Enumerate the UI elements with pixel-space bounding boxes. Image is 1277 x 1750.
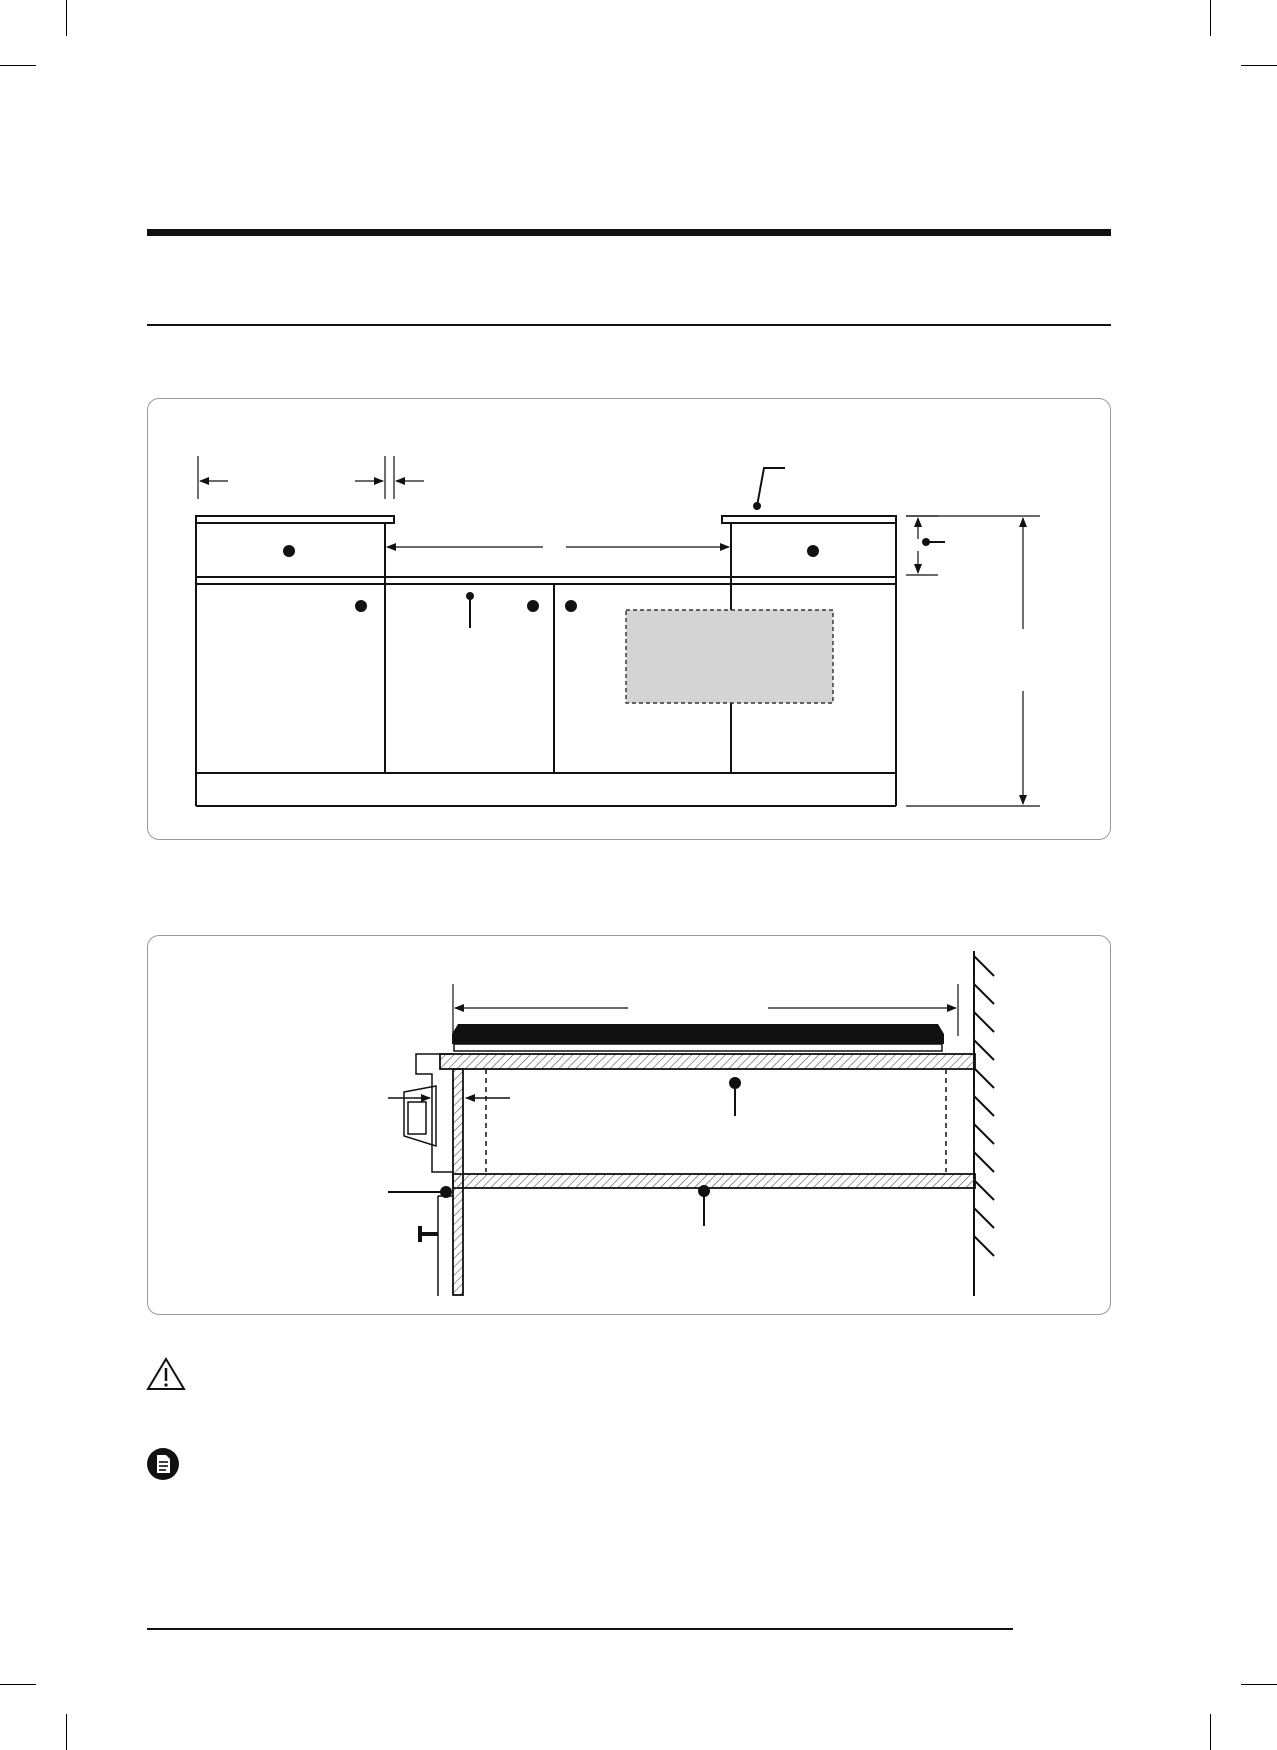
callout-dot [283,545,295,557]
right-countertop [722,516,896,523]
wall [974,951,994,1296]
oven-cutout-area [626,610,833,703]
callout-dot [565,600,577,612]
countertop-slab [440,1054,975,1069]
crop-mark-top-left-v [66,0,67,36]
section-header-rule [147,229,1111,236]
crop-mark-bottom-right-h [1241,1684,1277,1685]
callout-dot [355,600,367,612]
drawer-front [404,1054,453,1296]
footer-rule [147,1628,1013,1630]
crop-mark-bottom-left-v [66,1714,67,1750]
left-countertop [196,516,394,523]
hob-frame [454,1044,942,1051]
subsection-rule [147,324,1111,326]
crop-mark-bottom-left-h [0,1684,36,1685]
callout-dot [807,545,819,557]
crop-mark-top-right-v [1210,0,1211,36]
crop-mark-bottom-right-v [1210,1714,1211,1750]
cabinet-front-diagram [148,399,1112,841]
lower-shelf [453,1174,975,1188]
side-section-diagram [148,936,1112,1316]
figure-side-section-view [147,935,1111,1315]
front-panel [453,1069,463,1295]
crop-mark-top-right-h [1241,65,1277,66]
callout-dot [527,600,539,612]
warning-triangle-icon [146,1357,186,1391]
note-document-icon [146,1447,180,1481]
hob-glass [452,1024,944,1044]
figure-cabinet-front-view [147,398,1111,840]
crop-mark-top-left-h [0,65,36,66]
